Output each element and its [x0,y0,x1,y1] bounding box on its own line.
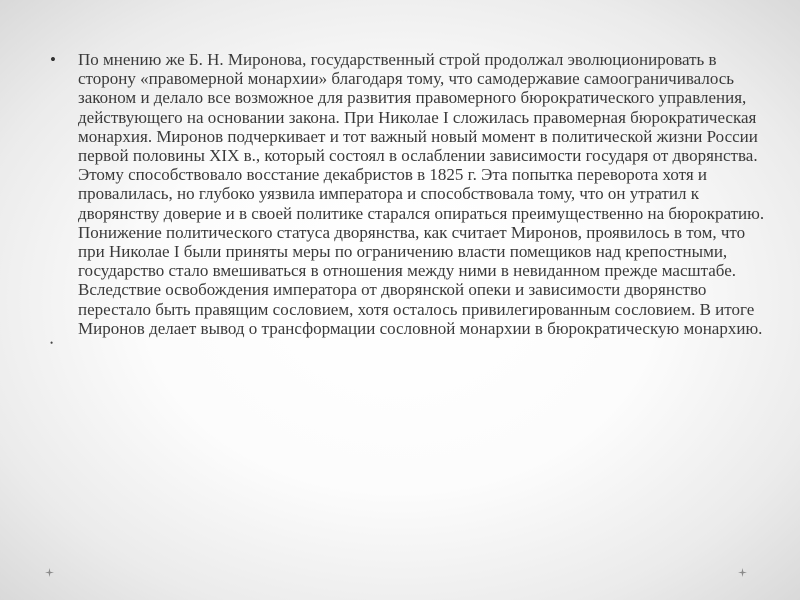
diamond-ornament-icon [45,568,54,577]
diamond-ornament-icon [738,568,747,577]
bullet-item-empty [48,340,768,354]
slide-content [48,50,768,354]
bullet-paragraph: По мнению же Б. Н. Миронова, государственный строй продолжал эволюционировать в сторону «правомерной монархии» благодаря тому, что самодержавие самоограничивалось законом и делало все возможное для развития правомерного бюрократического управления, действующего на основании закона. При Николае I сложилась правомерная бюрократическая монархия. Миронов подчеркивает и тот важный новый момент в политической жизни России первой половины XIX в., который состоял в ослаблении зависимости государя от дворянства. Этому способствовало восстание декабристов в 1825 г. Эта попытка переворота хотя и провалилась, но глубоко уязвила императора и способствовала тому, что он утратил к дворянству доверие и в своей политике старался опираться преимущественно на бюрократию. Понижение политического статуса дворянства, как считает Миронов, проявилось в том, что при Николае I были приняты меры по ограничению власти помещиков над крепостными, государство стало вмешиваться в отношения между ними в невиданном прежде масштабе. Вследствие освобождения императора от дворянской опеки и зависимости дворянство перестало быть правящим сословием, хотя осталось привилегированным сословием. В итоге Миронов делает вывод о трансформации сословной монархии в бюрократическую монархию. [78,50,765,338]
bullet-icon: • [50,50,56,69]
bullet-icon: • [50,338,54,349]
bullet-item-main [48,50,768,338]
